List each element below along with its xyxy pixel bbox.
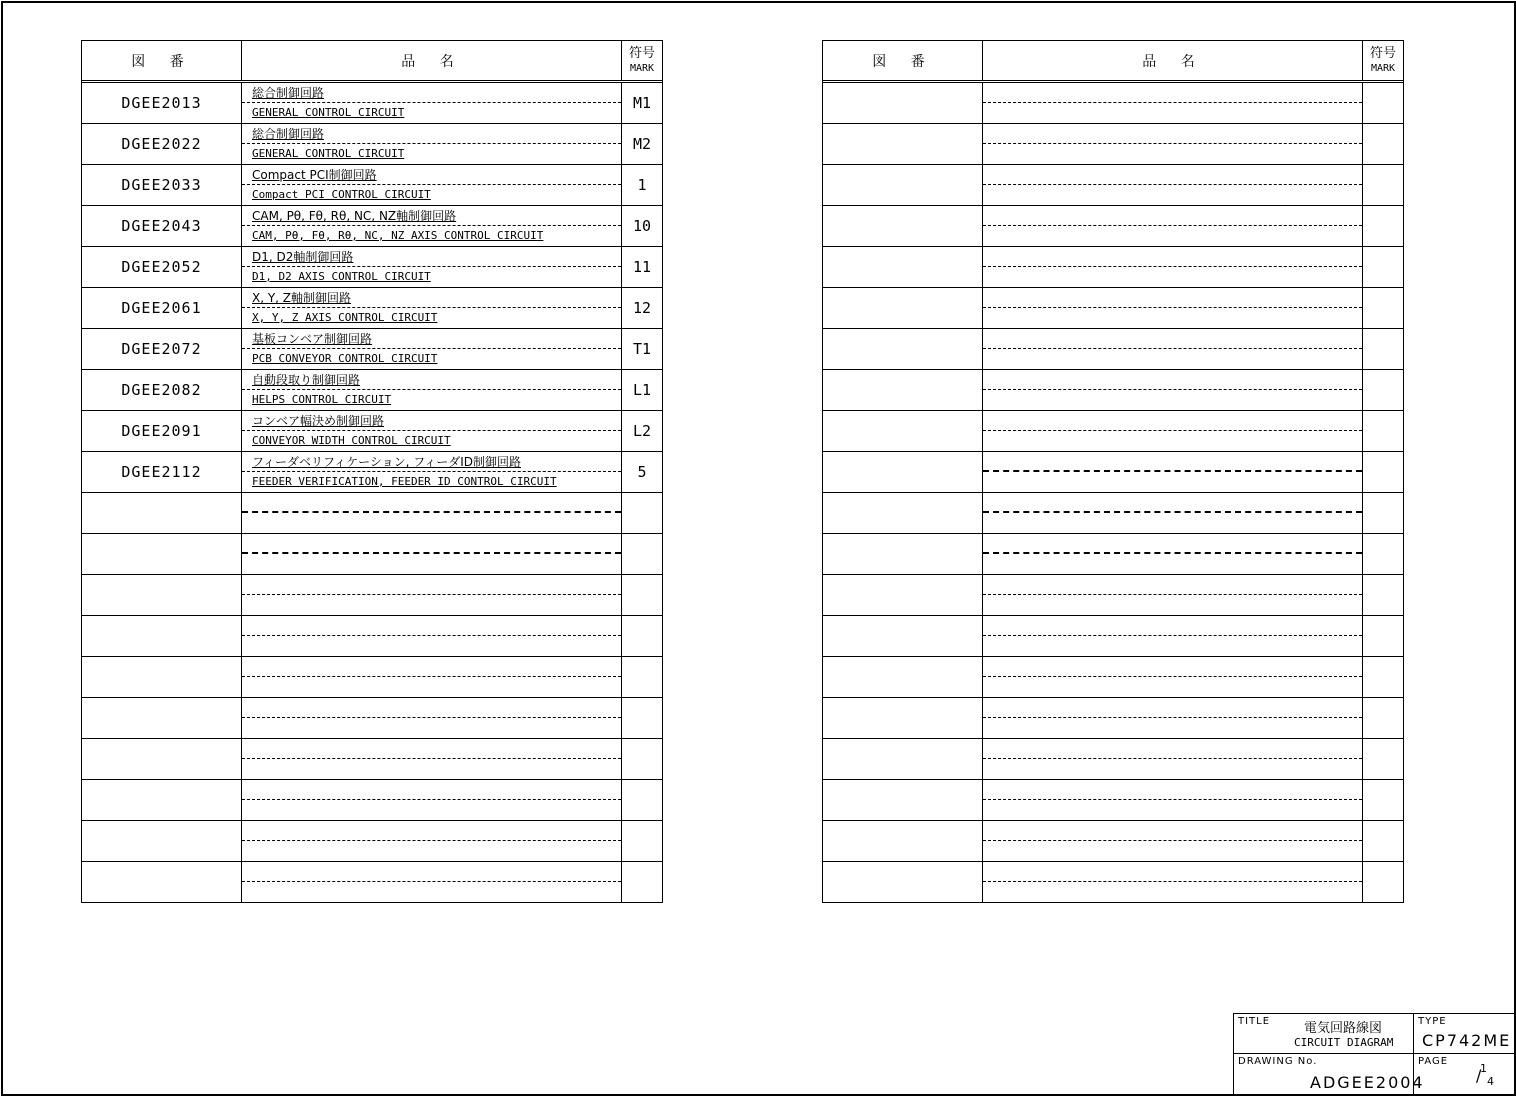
part-name-cell (242, 370, 622, 410)
type-value: CP742ME (1422, 1031, 1512, 1050)
mark-cell (622, 821, 662, 861)
drawing-value: ADGEE2004 (1310, 1073, 1425, 1092)
mark-cell (622, 780, 662, 820)
mark-cell (1363, 821, 1403, 861)
page-cell (1414, 1054, 1514, 1094)
drawing-no-cell (82, 493, 242, 533)
title-block (1233, 1013, 1514, 1094)
drawing-no-cell (82, 575, 242, 615)
drawing-no-cell: DGEE2061 (82, 288, 242, 328)
header-mark (1363, 41, 1403, 80)
part-name-en: X, Y, Z AXIS CONTROL CIRCUIT (252, 311, 438, 324)
header-mark (622, 41, 662, 80)
drawing-label: DRAWING No. (1238, 1056, 1318, 1067)
table-row (823, 862, 1403, 902)
dashed-leader-line (983, 717, 1362, 718)
mark-cell (1363, 288, 1403, 328)
dashed-leader-line (983, 389, 1362, 390)
mark-cell: T1 (632, 340, 652, 358)
page-label: PAGE (1418, 1056, 1449, 1067)
header-mark-en: MARK (1370, 62, 1396, 74)
mark-cell: 1 (637, 176, 647, 194)
header-part-name: 品 名 (242, 41, 622, 80)
part-name-en: CONVEYOR WIDTH CONTROL CIRCUIT (252, 434, 451, 447)
table-row (823, 206, 1403, 247)
part-name-jp: 自動段取り制御回路 (252, 373, 361, 387)
dashed-leader-line (242, 552, 621, 554)
table-row (82, 165, 662, 206)
dashed-leader-line (242, 676, 621, 677)
drawing-no-cell (823, 575, 983, 615)
dashed-leader-line (983, 552, 1362, 554)
dashed-leader-line (242, 511, 621, 513)
table-row (823, 780, 1403, 821)
mark-cell (1363, 575, 1403, 615)
drawing-no-cell (823, 780, 983, 820)
dashed-leader-line (242, 184, 621, 185)
drawing-no-cell (823, 206, 983, 246)
title-en: CIRCUIT DIAGRAM (1294, 1036, 1394, 1049)
drawing-no-cell: DGEE2043 (82, 206, 242, 246)
part-name-jp: Compact PCI制御回路 (252, 168, 377, 182)
mark-cell (1363, 534, 1403, 574)
mark-cell (1363, 124, 1403, 164)
part-name-cell (242, 821, 622, 861)
table-row (82, 575, 662, 616)
dashed-leader-line (242, 348, 621, 349)
header-mark-en: MARK (629, 62, 655, 74)
dashed-leader-line (242, 799, 621, 800)
part-name-cell (983, 165, 1363, 205)
dashed-leader-line (242, 758, 621, 759)
drawing-no-cell (82, 534, 242, 574)
drawing-no-cell (823, 288, 983, 328)
part-name-jp: X, Y, Z軸制御回路 (252, 291, 352, 305)
mark-cell (622, 575, 662, 615)
table-row (823, 165, 1403, 206)
mark-cell (1363, 329, 1403, 369)
part-name-cell (983, 698, 1363, 738)
parts-list-table-left (81, 40, 663, 903)
table-row (823, 616, 1403, 657)
mark-cell (1363, 83, 1403, 123)
table-row (82, 83, 662, 124)
table-row (82, 247, 662, 288)
part-name-cell (242, 329, 622, 369)
part-name-cell (983, 534, 1363, 574)
dashed-leader-line (983, 511, 1362, 513)
header-mark-jp: 符号 (628, 45, 655, 61)
part-name-cell (242, 206, 622, 246)
table-row (823, 698, 1403, 739)
dashed-leader-line (983, 184, 1362, 185)
table-row (823, 411, 1403, 452)
part-name-cell (983, 206, 1363, 246)
parts-list-table-right (822, 40, 1404, 903)
mark-cell (1363, 493, 1403, 533)
table-row (82, 616, 662, 657)
part-name-cell (242, 575, 622, 615)
table-row (82, 411, 662, 452)
part-name-jp: D1, D2軸制御回路 (252, 250, 354, 264)
part-name-cell (983, 821, 1363, 861)
dashed-leader-line (242, 143, 621, 144)
part-name-cell (242, 493, 622, 533)
dashed-leader-line (983, 758, 1362, 759)
part-name-cell (983, 124, 1363, 164)
table-row (82, 124, 662, 165)
table-header (823, 41, 1403, 83)
dashed-leader-line (983, 840, 1362, 841)
drawing-no-cell (823, 534, 983, 574)
part-name-jp: 総合制御回路 (252, 86, 325, 100)
drawing-no-cell (823, 862, 983, 902)
table-header (82, 41, 662, 83)
page-total: 4 (1487, 1075, 1494, 1088)
drawing-no-cell (82, 821, 242, 861)
dashed-leader-line (983, 799, 1362, 800)
title-label: TITLE (1238, 1016, 1271, 1027)
mark-cell (622, 493, 662, 533)
part-name-en: GENERAL CONTROL CIRCUIT (252, 147, 405, 160)
drawing-no-cell (823, 821, 983, 861)
part-name-jp: 基板コンベア制御回路 (252, 332, 373, 346)
drawing-no-cell: DGEE2013 (82, 83, 242, 123)
dashed-leader-line (242, 840, 621, 841)
dashed-leader-line (983, 635, 1362, 636)
dashed-leader-line (983, 225, 1362, 226)
drawing-no-cell (823, 411, 983, 451)
drawing-no-cell: DGEE2052 (82, 247, 242, 287)
drawing-no-cell (82, 739, 242, 779)
drawing-no-cell: DGEE2033 (82, 165, 242, 205)
part-name-en: D1, D2 AXIS CONTROL CIRCUIT (252, 270, 431, 283)
table-row (82, 452, 662, 493)
type-label: TYPE (1418, 1016, 1447, 1027)
dashed-leader-line (242, 717, 621, 718)
part-name-cell (242, 780, 622, 820)
part-name-cell (242, 452, 622, 492)
title-cell (1234, 1014, 1414, 1054)
part-name-en: Compact PCI CONTROL CIRCUIT (252, 188, 431, 201)
table-row (82, 821, 662, 862)
part-name-cell (242, 657, 622, 697)
table-row (82, 329, 662, 370)
page-number: 1 (1480, 1062, 1487, 1075)
part-name-jp: フィーダベリフィケーション, フィーダID制御回路 (252, 455, 522, 469)
part-name-cell (983, 780, 1363, 820)
table-row (82, 206, 662, 247)
header-part-name: 品 名 (983, 41, 1363, 80)
drawing-no-cell (823, 329, 983, 369)
dashed-leader-line (983, 594, 1362, 595)
part-name-cell (242, 698, 622, 738)
dashed-leader-line (983, 307, 1362, 308)
drawing-no-cell: DGEE2082 (82, 370, 242, 410)
mark-cell (1363, 698, 1403, 738)
page-slash: / (1476, 1066, 1482, 1085)
part-name-cell (983, 862, 1363, 902)
table-row (823, 124, 1403, 165)
drawing-no-cell: DGEE2072 (82, 329, 242, 369)
part-name-cell (983, 493, 1363, 533)
mark-cell (622, 534, 662, 574)
table-body (82, 83, 662, 902)
mark-cell: M1 (632, 94, 652, 112)
table-row (82, 739, 662, 780)
table-row (823, 575, 1403, 616)
part-name-cell (983, 370, 1363, 410)
mark-cell (622, 616, 662, 656)
dashed-leader-line (242, 307, 621, 308)
part-name-cell (983, 247, 1363, 287)
mark-cell (1363, 452, 1403, 492)
part-name-jp: コンベア幅決め制御回路 (252, 414, 385, 428)
mark-cell (1363, 862, 1403, 902)
part-name-cell (983, 83, 1363, 123)
mark-cell: 12 (632, 299, 652, 317)
drawing-no-cell (1234, 1054, 1425, 1094)
mark-cell (1363, 206, 1403, 246)
table-row (82, 780, 662, 821)
table-row (82, 493, 662, 534)
table-row (823, 370, 1403, 411)
part-name-cell (242, 616, 622, 656)
drawing-no-cell (823, 83, 983, 123)
dashed-leader-line (242, 430, 621, 431)
table-row (823, 739, 1403, 780)
drawing-no-cell (823, 616, 983, 656)
part-name-en: FEEDER VERIFICATION, FEEDER ID CONTROL CIRCUIT (252, 475, 557, 488)
drawing-no-cell (823, 247, 983, 287)
dashed-leader-line (242, 266, 621, 267)
drawing-no-cell (82, 616, 242, 656)
part-name-cell (983, 575, 1363, 615)
table-body (823, 83, 1403, 902)
dashed-leader-line (242, 471, 621, 472)
mark-cell (1363, 247, 1403, 287)
table-row (82, 288, 662, 329)
part-name-cell (983, 288, 1363, 328)
mark-cell: 5 (637, 463, 647, 481)
part-name-en: PCB CONVEYOR CONTROL CIRCUIT (252, 352, 438, 365)
mark-cell (1363, 411, 1403, 451)
drawing-no-cell (823, 493, 983, 533)
header-drawing-no: 図 番 (823, 41, 983, 80)
dashed-leader-line (242, 881, 621, 882)
dashed-leader-line (983, 143, 1362, 144)
table-row (823, 247, 1403, 288)
mark-cell: 11 (632, 258, 652, 276)
part-name-en: HELPS CONTROL CIRCUIT (252, 393, 392, 406)
dashed-leader-line (983, 266, 1362, 267)
dashed-leader-line (983, 881, 1362, 882)
part-name-cell (983, 452, 1363, 492)
table-row (82, 862, 662, 902)
part-name-cell (983, 411, 1363, 451)
table-row (823, 493, 1403, 534)
drawing-no-cell (823, 370, 983, 410)
dashed-leader-line (242, 594, 621, 595)
drawing-no-cell (823, 452, 983, 492)
part-name-cell (242, 411, 622, 451)
drawing-no-cell (82, 780, 242, 820)
dashed-leader-line (242, 389, 621, 390)
dashed-leader-line (242, 225, 621, 226)
table-row (82, 370, 662, 411)
mark-cell (1363, 657, 1403, 697)
mark-cell (1363, 165, 1403, 205)
mark-cell: M2 (632, 135, 652, 153)
drawing-no-cell (823, 698, 983, 738)
part-name-cell (242, 247, 622, 287)
drawing-no-cell: DGEE2091 (82, 411, 242, 451)
table-row (823, 821, 1403, 862)
mark-cell (622, 657, 662, 697)
drawing-no-cell (823, 124, 983, 164)
drawing-no-cell (82, 862, 242, 902)
part-name-en: GENERAL CONTROL CIRCUIT (252, 106, 405, 119)
part-name-cell (242, 165, 622, 205)
part-name-cell (242, 862, 622, 902)
part-name-cell (242, 288, 622, 328)
part-name-en: CAM, Pθ, Fθ, Rθ, NC, NZ AXIS CONTROL CIRCUIT (252, 229, 544, 242)
drawing-no-cell (82, 657, 242, 697)
part-name-jp: 総合制御回路 (252, 127, 325, 141)
table-row (823, 534, 1403, 575)
table-row (823, 657, 1403, 698)
type-cell (1414, 1014, 1514, 1054)
header-drawing-no: 図 番 (82, 41, 242, 80)
part-name-cell (983, 329, 1363, 369)
mark-cell: L1 (632, 381, 652, 399)
table-row (82, 657, 662, 698)
mark-cell (622, 739, 662, 779)
drawing-no-cell: DGEE2112 (82, 452, 242, 492)
drawing-no-cell (823, 165, 983, 205)
header-mark-jp: 符号 (1369, 45, 1396, 61)
table-row (823, 329, 1403, 370)
part-name-cell (242, 83, 622, 123)
table-row (823, 452, 1403, 493)
mark-cell: 10 (632, 217, 652, 235)
mark-cell (1363, 370, 1403, 410)
dashed-leader-line (242, 102, 621, 103)
title-jp: 電気回路線図 (1304, 1021, 1383, 1036)
part-name-cell (983, 616, 1363, 656)
table-row (82, 698, 662, 739)
drawing-no-cell (823, 739, 983, 779)
part-name-jp: CAM, Pθ, Fθ, Rθ, NC, NZ軸制御回路 (252, 209, 457, 223)
dashed-leader-line (983, 348, 1362, 349)
part-name-cell (983, 739, 1363, 779)
part-name-cell (242, 739, 622, 779)
mark-cell (622, 698, 662, 738)
dashed-leader-line (983, 102, 1362, 103)
dashed-leader-line (983, 676, 1362, 677)
part-name-cell (242, 124, 622, 164)
mark-cell (1363, 616, 1403, 656)
mark-cell (622, 862, 662, 902)
part-name-cell (983, 657, 1363, 697)
mark-cell: L2 (632, 422, 652, 440)
dashed-leader-line (242, 635, 621, 636)
table-row (823, 288, 1403, 329)
drawing-no-cell (823, 657, 983, 697)
table-row (823, 83, 1403, 124)
drawing-no-cell: DGEE2022 (82, 124, 242, 164)
mark-cell (1363, 739, 1403, 779)
table-row (82, 534, 662, 575)
mark-cell (1363, 780, 1403, 820)
drawing-no-cell (82, 698, 242, 738)
dashed-leader-line (983, 430, 1362, 431)
part-name-cell (242, 534, 622, 574)
dashed-leader-line (983, 470, 1362, 472)
